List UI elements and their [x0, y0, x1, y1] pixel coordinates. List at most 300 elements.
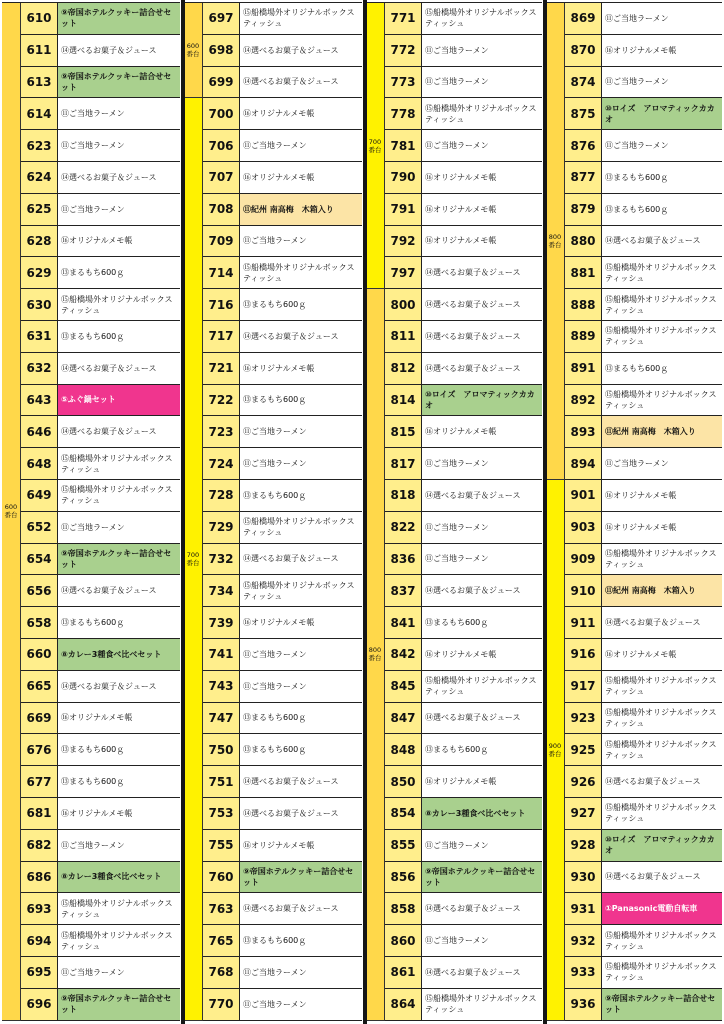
prize-name: ⑪ご当地ラーメン — [605, 141, 669, 151]
prize-name: ⑭選べるお菓子＆ジュース — [243, 77, 339, 87]
prize-cell-ume — [602, 575, 722, 606]
prize-name: ⑮船橋場外オリジナルボックスティッシュ — [425, 103, 537, 124]
prize-row — [21, 448, 180, 480]
ticket-number: 714 — [203, 257, 240, 288]
ticket-number: 792 — [385, 226, 422, 257]
prize-cell-tissue — [240, 575, 362, 606]
prize-cell-ramen — [240, 957, 362, 988]
prize-row — [385, 544, 542, 576]
prize-name: ⑮船橋場外オリジナルボックスティッシュ — [61, 485, 173, 506]
prize-row — [565, 766, 722, 798]
ticket-number: 698 — [203, 35, 240, 66]
prize-row — [203, 830, 362, 862]
prize-row — [21, 35, 180, 67]
prize-name: ⑮船橋場外オリジナルボックスティッシュ — [605, 707, 717, 728]
ticket-number: 928 — [565, 830, 602, 861]
ticket-number: 724 — [203, 448, 240, 479]
number-range-label: 600 番台 — [4, 503, 18, 520]
ticket-number: 917 — [565, 671, 602, 702]
prize-row — [385, 798, 542, 830]
ticket-number: 860 — [385, 925, 422, 956]
prize-name: ⑬まるもち600ｇ — [605, 204, 669, 214]
prize-name: ⑬まるもち600ｇ — [243, 395, 307, 405]
ticket-number: 709 — [203, 226, 240, 257]
prize-row — [203, 893, 362, 925]
ticket-number: 755 — [203, 830, 240, 861]
prize-row — [385, 703, 542, 735]
prize-row — [385, 321, 542, 353]
ticket-number: 841 — [385, 607, 422, 638]
prize-cell-mochi — [422, 607, 542, 638]
prize-cell-memo — [240, 830, 362, 861]
prize-row — [565, 862, 722, 894]
prize-row — [203, 575, 362, 607]
prize-cell-ramen — [602, 67, 722, 98]
prize-row — [21, 989, 180, 1021]
prize-row — [203, 416, 362, 448]
number-range-label: 700 番台 — [368, 137, 382, 154]
prize-row — [565, 575, 722, 607]
prize-name: ⑭選べるお菓子＆ジュース — [425, 300, 521, 310]
prize-name: ⑩ロイズ アロマティックカカオ — [605, 835, 715, 856]
prize-name: ⑭選べるお菓子＆ジュース — [61, 681, 157, 691]
prize-cell-tissue — [602, 257, 722, 288]
prize-row — [385, 162, 542, 194]
prize-cell-sweets — [58, 671, 180, 702]
prize-name: ⑪ご当地ラーメン — [425, 554, 489, 564]
prize-name: ⑭選べるお菓子＆ジュース — [605, 236, 701, 246]
prize-cell-curry — [422, 798, 542, 829]
prize-cell-ramen — [602, 3, 722, 34]
prize-cell-memo — [422, 766, 542, 797]
prize-row — [203, 130, 362, 162]
prize-name: ⑯オリジナルメモ帳 — [425, 236, 497, 246]
prize-cell-tissue — [602, 925, 722, 956]
ticket-number: 747 — [203, 703, 240, 734]
prize-row — [385, 3, 542, 35]
ticket-number: 800 — [385, 289, 422, 320]
ticket-number: 864 — [385, 989, 422, 1020]
ticket-number: 911 — [565, 607, 602, 638]
ticket-number: 790 — [385, 162, 422, 193]
prize-row — [565, 480, 722, 512]
prize-cell-sweets — [602, 862, 722, 893]
prize-cell-tissue — [240, 512, 362, 543]
prize-cell-sweets — [240, 544, 362, 575]
prize-row — [21, 925, 180, 957]
prize-cell-ramen — [240, 639, 362, 670]
prize-name: ⑬まるもち600ｇ — [605, 363, 669, 373]
number-range-label: 900 番台 — [548, 741, 562, 758]
prize-name: ⑪ご当地ラーメン — [243, 681, 307, 691]
prize-row — [21, 416, 180, 448]
ticket-number: 874 — [565, 67, 602, 98]
prize-name: ⑪ご当地ラーメン — [425, 77, 489, 87]
prize-cell-sweets — [240, 798, 362, 829]
prize-name: ⑭選べるお菓子＆ジュース — [243, 45, 339, 55]
ticket-number: 624 — [21, 162, 58, 193]
prize-row — [565, 448, 722, 480]
ticket-number: 669 — [21, 703, 58, 734]
ticket-number: 751 — [203, 766, 240, 797]
prize-row — [565, 957, 722, 989]
ticket-number: 700 — [203, 98, 240, 129]
prize-name: ⑮船橋場外オリジナルボックスティッシュ — [425, 676, 537, 697]
prize-row — [385, 385, 542, 417]
prize-row — [21, 289, 180, 321]
prize-row — [565, 353, 722, 385]
prize-cell-memo — [58, 226, 180, 257]
prize-name: ⑬まるもち600ｇ — [61, 268, 125, 278]
ticket-number: 909 — [565, 544, 602, 575]
ticket-number: 848 — [385, 734, 422, 765]
prize-name: ⑬まるもち600ｇ — [243, 745, 307, 755]
prize-name: ⑮船橋場外オリジナルボックスティッシュ — [605, 676, 717, 697]
ticket-number: 708 — [203, 194, 240, 225]
ticket-number: 628 — [21, 226, 58, 257]
prize-name: ⑯オリジナルメモ帳 — [425, 777, 497, 787]
number-range-band — [184, 98, 203, 1020]
prize-row — [21, 639, 180, 671]
prize-cell-sweets — [422, 893, 542, 924]
ticket-number: 665 — [21, 671, 58, 702]
prize-cell-memo — [602, 512, 722, 543]
prize-cell-cookie — [602, 989, 722, 1020]
prize-row — [385, 67, 542, 99]
prize-row — [565, 35, 722, 67]
prize-cell-mochi — [240, 385, 362, 416]
ticket-number: 847 — [385, 703, 422, 734]
prize-cell-sweets — [422, 480, 542, 511]
ticket-number: 901 — [565, 480, 602, 511]
prize-row — [21, 512, 180, 544]
ticket-number: 630 — [21, 289, 58, 320]
prize-cell-ramen — [58, 957, 180, 988]
ticket-number: 648 — [21, 448, 58, 479]
prize-row — [385, 480, 542, 512]
board-column — [184, 2, 362, 1021]
prize-cell-ramen — [240, 671, 362, 702]
prize-name: ⑭選べるお菓子＆ジュース — [243, 777, 339, 787]
prize-cell-memo — [602, 35, 722, 66]
ticket-number: 716 — [203, 289, 240, 320]
prize-name: ⑪ご当地ラーメン — [61, 522, 125, 532]
prize-cell-ramen — [58, 512, 180, 543]
prize-row — [385, 575, 542, 607]
ticket-number: 881 — [565, 257, 602, 288]
prize-cell-ramen — [58, 194, 180, 225]
prize-row — [21, 893, 180, 925]
ticket-number: 842 — [385, 639, 422, 670]
prize-name: ⑬まるもち600ｇ — [243, 936, 307, 946]
prize-cell-ramen — [422, 35, 542, 66]
prize-cell-cookie — [58, 989, 180, 1020]
ticket-number: 869 — [565, 3, 602, 34]
ticket-number: 728 — [203, 480, 240, 511]
prize-name: ⑨帝国ホテルクッキー詰合せセット — [243, 866, 354, 887]
ticket-number: 723 — [203, 416, 240, 447]
prize-name: ⑨帝国ホテルクッキー詰合せセット — [61, 71, 172, 92]
prize-name: ⑪ご当地ラーメン — [243, 459, 307, 469]
prize-row — [385, 957, 542, 989]
ticket-number: 936 — [565, 989, 602, 1020]
prize-name: ⑬まるもち600ｇ — [605, 172, 669, 182]
prize-cell-sweets — [602, 226, 722, 257]
number-range-band — [2, 3, 21, 1021]
prize-name: ⑬まるもち600ｇ — [61, 331, 125, 341]
prize-cell-mochi — [58, 766, 180, 797]
prize-row — [565, 67, 722, 99]
prize-row — [21, 98, 180, 130]
prize-row — [565, 321, 722, 353]
prize-row — [565, 289, 722, 321]
prize-row — [203, 703, 362, 735]
prize-name: ⑯オリジナルメモ帳 — [605, 45, 677, 55]
ticket-number: 927 — [565, 798, 602, 829]
prize-name: ⑭選べるお菓子＆ジュース — [425, 268, 521, 278]
prize-cell-sweets — [422, 353, 542, 384]
ticket-number: 923 — [565, 703, 602, 734]
prize-cell-tissue — [58, 480, 180, 511]
prize-row — [565, 3, 722, 35]
ticket-number: 739 — [203, 607, 240, 638]
prize-row — [385, 353, 542, 385]
prize-name: ⑪ご当地ラーメン — [605, 77, 669, 87]
ticket-number: 677 — [21, 766, 58, 797]
prize-cell-mochi — [240, 734, 362, 765]
ticket-number: 770 — [203, 989, 240, 1020]
prize-name: ⑮船橋場外オリジナルボックスティッシュ — [605, 294, 717, 315]
prize-row — [565, 257, 722, 289]
prize-name: ⑪ご当地ラーメン — [61, 967, 125, 977]
ticket-number: 743 — [203, 671, 240, 702]
ticket-number: 658 — [21, 607, 58, 638]
prize-name: ⑯オリジナルメモ帳 — [425, 649, 497, 659]
ticket-number: 877 — [565, 162, 602, 193]
prize-cell-mochi — [240, 703, 362, 734]
prize-name: ⑭選べるお菓子＆ジュース — [425, 904, 521, 914]
prize-name: ⑨帝国ホテルクッキー詰合せセット — [605, 994, 716, 1015]
ticket-number: 893 — [565, 416, 602, 447]
prize-row — [565, 989, 722, 1021]
prize-row — [203, 639, 362, 671]
prize-row — [203, 194, 362, 226]
prize-cell-mochi — [240, 289, 362, 320]
prize-cell-ume — [602, 416, 722, 447]
prize-row — [21, 162, 180, 194]
prize-row — [21, 130, 180, 162]
number-range-label: 800 番台 — [368, 646, 382, 663]
prize-name: ⑬まるもち600ｇ — [61, 745, 125, 755]
ticket-number: 855 — [385, 830, 422, 861]
prize-row — [385, 226, 542, 258]
prize-row — [565, 98, 722, 130]
prize-row — [385, 830, 542, 862]
ticket-number: 931 — [565, 893, 602, 924]
ticket-number: 722 — [203, 385, 240, 416]
prize-cell-mochi — [602, 353, 722, 384]
prize-cell-sweets — [240, 893, 362, 924]
prize-name: ⑭選べるお菓子＆ジュース — [243, 331, 339, 341]
prize-cell-ramen — [422, 67, 542, 98]
prize-name: ⑯オリジナルメモ帳 — [61, 236, 133, 246]
prize-name: ⑮船橋場外オリジナルボックスティッシュ — [605, 326, 717, 347]
prize-row — [385, 639, 542, 671]
prize-row — [21, 798, 180, 830]
prize-row — [565, 512, 722, 544]
prize-cell-cookie — [58, 67, 180, 98]
prize-name: ⑯オリジナルメモ帳 — [605, 649, 677, 659]
prize-cell-sweets — [602, 766, 722, 797]
prize-name: ⑨帝国ホテルクッキー詰合せセット — [61, 548, 172, 569]
prize-cell-tissue — [602, 385, 722, 416]
prize-row — [203, 448, 362, 480]
prize-row — [385, 989, 542, 1021]
prize-cell-ume — [240, 194, 362, 225]
prize-name: ⑯オリジナルメモ帳 — [243, 109, 315, 119]
ticket-number: 875 — [565, 98, 602, 129]
prize-name: ⑪ご当地ラーメン — [425, 45, 489, 55]
prize-cell-sweets — [602, 607, 722, 638]
prize-name: ⑨帝国ホテルクッキー詰合せセット — [61, 994, 172, 1015]
prize-row — [565, 703, 722, 735]
prize-row — [385, 98, 542, 130]
prize-name: ⑪ご当地ラーメン — [243, 236, 307, 246]
prize-row — [203, 957, 362, 989]
prize-name: ⑭選べるお菓子＆ジュース — [605, 618, 701, 628]
prize-row — [565, 194, 722, 226]
ticket-number: 854 — [385, 798, 422, 829]
ticket-number: 611 — [21, 35, 58, 66]
column-divider — [181, 0, 185, 1024]
prize-cell-tissue — [422, 989, 542, 1020]
prize-cell-ramen — [58, 98, 180, 129]
ticket-number: 646 — [21, 416, 58, 447]
prize-cell-tissue — [422, 3, 542, 34]
prize-row — [203, 766, 362, 798]
ticket-number: 750 — [203, 734, 240, 765]
prize-cell-royce — [602, 830, 722, 861]
ticket-number: 753 — [203, 798, 240, 829]
ticket-number: 856 — [385, 862, 422, 893]
prize-cell-mochi — [58, 257, 180, 288]
ticket-number: 772 — [385, 35, 422, 66]
prize-name: ⑪ご当地ラーメン — [61, 109, 125, 119]
prize-name: ⑭選べるお菓子＆ジュース — [243, 554, 339, 564]
prize-row — [203, 67, 362, 99]
prize-name: ⑭選べるお菓子＆ジュース — [243, 808, 339, 818]
ticket-number: 632 — [21, 353, 58, 384]
prize-name: ⑯オリジナルメモ帳 — [243, 172, 315, 182]
ticket-number: 763 — [203, 893, 240, 924]
ticket-number: 781 — [385, 130, 422, 161]
prize-row — [565, 607, 722, 639]
prize-cell-tissue — [58, 448, 180, 479]
ticket-number: 845 — [385, 671, 422, 702]
prize-name: ⑪紀州 南高梅 木箱入り — [605, 427, 696, 437]
prize-row — [385, 35, 542, 67]
ticket-number: 879 — [565, 194, 602, 225]
prize-row — [203, 3, 362, 35]
ticket-number: 815 — [385, 416, 422, 447]
prize-name: ⑯オリジナルメモ帳 — [61, 713, 133, 723]
prize-row — [203, 862, 362, 894]
prize-cell-tissue — [58, 893, 180, 924]
prize-cell-sweets — [58, 162, 180, 193]
number-range-label: 600 番台 — [186, 42, 200, 59]
prize-cell-ramen — [240, 226, 362, 257]
ticket-number: 894 — [565, 448, 602, 479]
prize-row — [203, 321, 362, 353]
prize-cell-sweets — [422, 289, 542, 320]
prize-name: ⑪ご当地ラーメン — [243, 999, 307, 1009]
ticket-number: 861 — [385, 957, 422, 988]
ticket-number: 717 — [203, 321, 240, 352]
ticket-number: 812 — [385, 353, 422, 384]
prize-row — [385, 289, 542, 321]
prize-row — [203, 226, 362, 258]
prize-name: ⑬まるもち600ｇ — [243, 300, 307, 310]
prize-name: ⑮船橋場外オリジナルボックスティッシュ — [605, 930, 717, 951]
prize-cell-curry — [58, 639, 180, 670]
prize-name: ⑯オリジナルメモ帳 — [243, 618, 315, 628]
prize-row — [203, 512, 362, 544]
prize-name: ⑧カレー3種食べ比べセット — [425, 808, 526, 818]
ticket-number: 892 — [565, 385, 602, 416]
prize-name: ⑪紀州 南高梅 木箱入り — [243, 204, 334, 214]
prize-cell-sweets — [58, 575, 180, 606]
prize-cell-tissue — [602, 703, 722, 734]
prize-row — [21, 575, 180, 607]
prize-name: ⑪ご当地ラーメン — [425, 936, 489, 946]
prize-row — [565, 226, 722, 258]
prize-row — [565, 734, 722, 766]
prize-cell-mochi — [58, 734, 180, 765]
prize-name: ⑪ご当地ラーメン — [425, 840, 489, 850]
prize-row — [203, 162, 362, 194]
ticket-number: 623 — [21, 130, 58, 161]
prize-name: ⑪ご当地ラーメン — [425, 522, 489, 532]
ticket-number: 694 — [21, 925, 58, 956]
prize-cell-tissue — [240, 257, 362, 288]
prize-cell-sweets — [422, 575, 542, 606]
prize-cell-tissue — [602, 321, 722, 352]
prize-cell-tissue — [422, 98, 542, 129]
number-range-label: 700 番台 — [186, 550, 200, 567]
prize-cell-ramen — [602, 130, 722, 161]
prize-cell-cookie — [422, 862, 542, 893]
prize-row — [385, 862, 542, 894]
prize-name: ⑮船橋場外オリジナルボックスティッシュ — [605, 739, 717, 760]
prize-row — [203, 925, 362, 957]
prize-cell-memo — [240, 353, 362, 384]
prize-name: ⑯オリジナルメモ帳 — [605, 490, 677, 500]
prize-name: ⑤ふぐ鍋セット — [61, 395, 116, 405]
number-range-label: 800 番台 — [548, 233, 562, 249]
ticket-number: 697 — [203, 3, 240, 34]
prize-cell-ramen — [422, 512, 542, 543]
prize-row — [21, 703, 180, 735]
ticket-number: 933 — [565, 957, 602, 988]
prize-row — [203, 353, 362, 385]
prize-name: ⑭選べるお菓子＆ジュース — [425, 363, 521, 373]
prize-cell-ramen — [422, 448, 542, 479]
ticket-number: 880 — [565, 226, 602, 257]
prize-row — [203, 257, 362, 289]
column-divider — [543, 0, 547, 1024]
ticket-number: 778 — [385, 98, 422, 129]
prize-cell-ramen — [602, 448, 722, 479]
